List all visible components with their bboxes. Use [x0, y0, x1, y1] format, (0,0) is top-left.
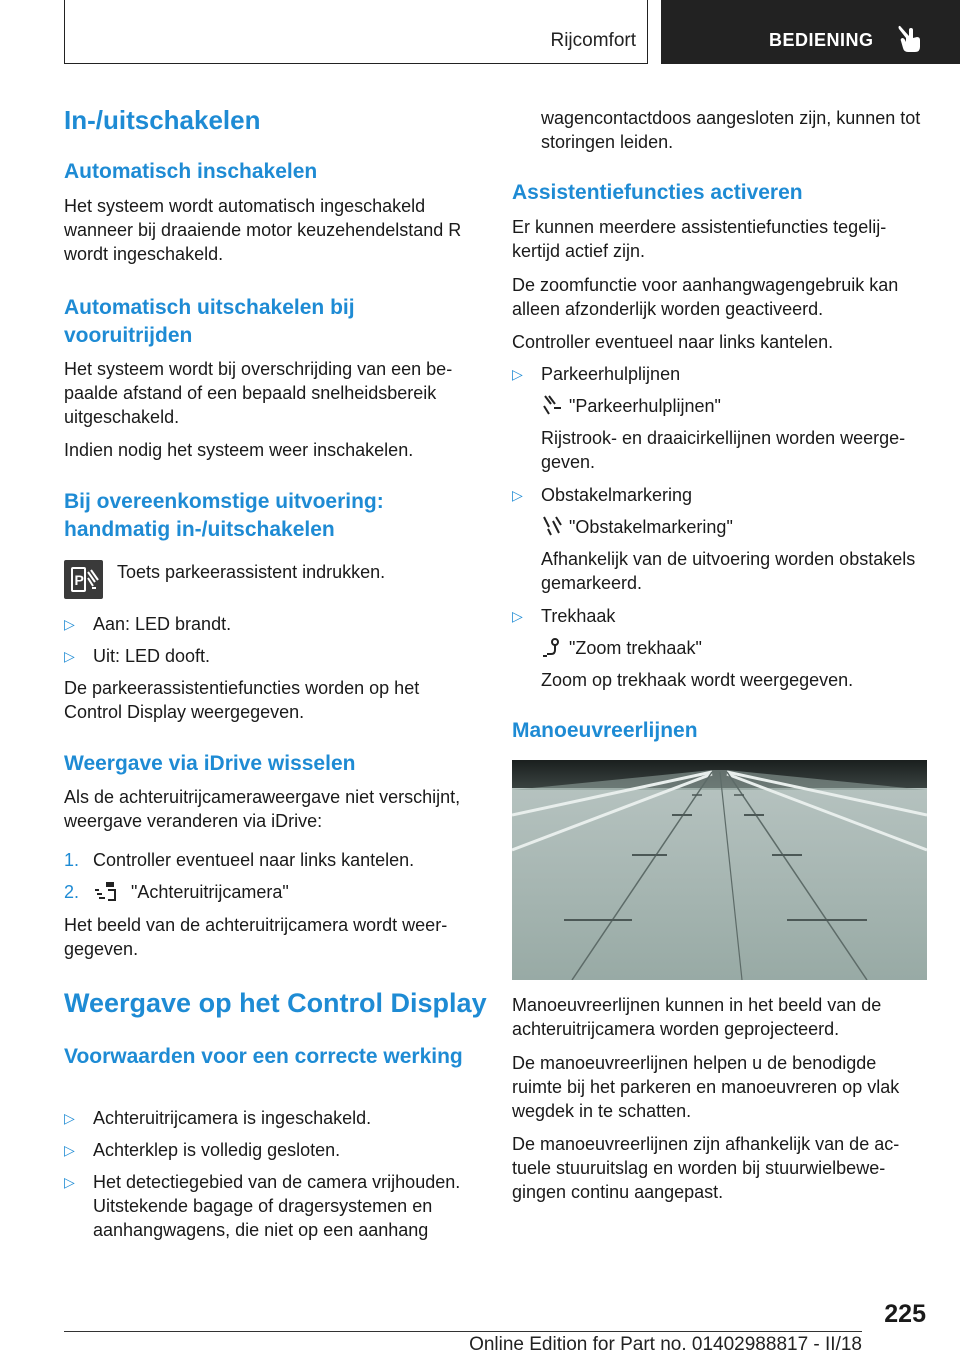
heading-automatisch-uitschakelen: Automatisch uitschakelen bij vooruitrijden: [64, 296, 355, 347]
paragraph-zoomfunctie: De zoomfunctie voor aanhangwagengebruik kan alleen afzonderlijk worden geactiveerd.: [512, 275, 899, 319]
step-text: "Achteruitrijcamera": [131, 882, 289, 902]
park-assist-symbol-icon: [64, 560, 103, 599]
step-number: 2.: [64, 882, 80, 902]
triangle-bullet-icon: ▷: [64, 1142, 75, 1158]
footer-divider: [64, 1331, 862, 1332]
list-item-text: Uit: LED dooft.: [93, 646, 211, 666]
paragraph-toets: Toets parkeerassistent indrukken.: [117, 562, 386, 582]
paragraph-manoeuvreerlijnen-1: Manoeuvreerlijnen kunnen in het beeld van de achteruitrijcamera worden geprojecteerd.: [512, 995, 882, 1039]
pointing-hand-icon: [897, 24, 923, 54]
list-item-title: Obstakelmarkering: [541, 485, 693, 505]
heading-in-uitschakelen: In-/uitschakelen: [64, 105, 261, 135]
list-item-text: Achteruitrijcamera is ingeschakeld.: [93, 1108, 372, 1128]
heading-manoeuvreerlijnen: Manoeuvreerlijnen: [512, 719, 698, 742]
paragraph-item-desc: Rijstrook- en draaicirkellijnen worden weergegeven.: [541, 428, 906, 472]
heading-weergave-idrive: Weergave via iDrive wisselen: [64, 752, 356, 775]
paragraph-continuation: wagencontactdoos aangesloten zijn, kunnen tot storingen leiden.: [541, 108, 921, 152]
triangle-bullet-icon: ▷: [512, 487, 523, 503]
triangle-bullet-icon: ▷: [64, 1110, 75, 1126]
paragraph-item-desc: Zoom op trekhaak wordt weergegeven.: [541, 670, 854, 690]
triangle-bullet-icon: ▷: [64, 648, 75, 664]
triangle-bullet-icon: ▷: [64, 1174, 75, 1190]
list-item-title: Parkeerhulplijnen: [541, 364, 681, 384]
chapter-tab[interactable]: [661, 0, 960, 64]
paragraph-meerdere: Er kunnen meerdere assistentiefuncties tegelijkertijd actief zijn.: [512, 217, 887, 261]
paragraph-controller: Controller eventueel naar links kantelen.: [512, 332, 834, 352]
heading-automatisch-inschakelen: Automatisch inschakelen: [64, 160, 318, 183]
menu-entry-text: "Parkeerhulplijnen": [569, 396, 721, 416]
footer-edition: Online Edition for Part no. 01402988817 - II/18: [469, 1334, 862, 1355]
paragraph-item-desc: Afhankelijk van de uitvoering worden obstakels gemarkeerd.: [541, 549, 916, 593]
step-number: 1.: [64, 850, 80, 870]
paragraph-manoeuvreerlijnen-3: De manoeuvreerlijnen zijn afhankelijk van de actuele stuuruitslag en worden bij stuurwielbewegingen continu aangepast.: [512, 1134, 900, 1202]
header-section-title: Rijcomfort: [550, 30, 636, 51]
chapter-label: BEDIENING: [769, 30, 874, 50]
step-text-with-icon: [93, 880, 479, 904]
triangle-bullet-icon: ▷: [512, 608, 523, 624]
heading-handmatig: Bij overeenkomstige uitvoering: handmatig in-/uitschakelen: [64, 490, 384, 541]
paragraph-automatisch-uitschakelen: Het systeem wordt bij overschrijding van een bepaalde afstand of een bepaald snelheidsbereik uitgeschakeld.: [64, 359, 453, 427]
menu-entry-text: "Obstakelmarkering": [569, 517, 733, 537]
triangle-bullet-icon: ▷: [512, 366, 523, 382]
manoeuvre-lines-image: [512, 760, 927, 980]
paragraph-weergave-idrive: Als de achteruitrijcameraweergave niet verschijnt, weergave veranderen via iDrive:: [64, 787, 461, 831]
parking-lines-icon: [541, 394, 563, 416]
triangle-bullet-icon: ▷: [64, 616, 75, 632]
page-number: 225: [884, 1300, 926, 1328]
paragraph-manoeuvreerlijnen-2: De manoeuvreerlijnen helpen u de benodigde ruimte bij het parkeren en manoeuvreren op vlak wegdek in te schatten.: [512, 1053, 900, 1121]
list-item-text: Achterklep is volledig gesloten.: [93, 1140, 341, 1160]
step-text: Controller eventueel naar links kantelen.: [93, 850, 415, 870]
paragraph-beeld: Het beeld van de achteruitrijcamera wordt weergegeven.: [64, 915, 448, 959]
tow-hitch-icon: [541, 636, 563, 658]
heading-weergave-control-display: Weergave op het Control Display: [64, 988, 487, 1018]
menu-entry-text: "Zoom trekhaak": [569, 638, 702, 658]
list-item-title: Trekhaak: [541, 606, 616, 626]
svg-text:P: P: [74, 572, 84, 588]
list-item-text: Het detectiegebied van de camera vrijhouden. Uitstekende bagage of dragersystemen en aanhangwagens, die niet op een aanhang: [93, 1172, 461, 1240]
obstacle-marking-icon: [541, 515, 563, 537]
heading-assistentiefuncties: Assistentiefuncties activeren: [512, 181, 803, 204]
park-assist-button-icon: [64, 560, 103, 599]
rear-camera-icon: [93, 880, 119, 902]
paragraph-automatisch-inschakelen: Het systeem wordt automatisch ingeschakeld wanneer bij draaiende motor keuzehendelstand R wordt ingeschakeld.: [64, 196, 462, 264]
manoeuvre-lines-illustration: [512, 760, 927, 980]
paragraph-indien-nodig: Indien nodig het systeem weer inschakelen.: [64, 440, 414, 460]
heading-voorwaarden: Voorwaarden voor een correcte werking: [64, 1045, 463, 1068]
list-item-text: Aan: LED brandt.: [93, 614, 232, 634]
paragraph-parkeerassistentie: De parkeerassistentiefuncties worden op het Control Display weergegeven.: [64, 678, 420, 722]
